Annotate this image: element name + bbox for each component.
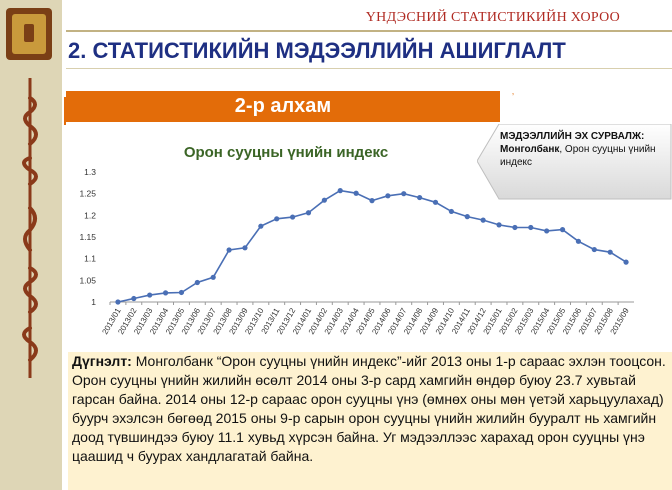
data-point	[131, 296, 136, 301]
org-name: ҮНДЭСНИЙ СТАТИСТИКИЙН ХОРОО	[365, 10, 620, 25]
data-point	[179, 290, 184, 295]
x-tick-label: 2015/05	[545, 306, 568, 337]
step-mark: ‚	[512, 86, 514, 96]
x-tick-label: 2015/03	[513, 306, 536, 337]
x-tick-label: 2014/06	[370, 306, 393, 337]
data-point	[322, 198, 327, 203]
x-tick-label: 2014/07	[386, 306, 409, 337]
x-tick-label: 2013/03	[132, 306, 155, 337]
data-point	[290, 214, 295, 219]
data-point	[512, 225, 517, 230]
data-point	[449, 209, 454, 214]
y-tick-label: 1.15	[79, 232, 96, 242]
y-tick-label: 1.25	[79, 188, 96, 199]
data-point	[385, 193, 390, 198]
data-point	[195, 280, 200, 285]
x-tick-label: 2013/09	[227, 306, 250, 337]
series-line	[118, 191, 626, 302]
x-tick-label: 2014/05	[354, 306, 377, 337]
x-tick-label: 2014/08	[402, 306, 425, 337]
x-tick-label: 2014/09	[417, 306, 441, 337]
step-banner: 2-р алхам	[66, 91, 500, 122]
data-point	[226, 247, 231, 252]
data-point	[163, 290, 168, 295]
x-tick-label: 2014/03	[322, 306, 345, 337]
x-tick-label: 2013/02	[116, 306, 139, 337]
data-point	[528, 225, 533, 230]
data-point	[417, 195, 422, 200]
x-tick-label: 2013/08	[211, 306, 234, 337]
x-tick-label: 2013/01	[100, 306, 123, 337]
data-point	[354, 191, 359, 196]
y-tick-label: 1.05	[79, 275, 96, 286]
source-note	[500, 130, 666, 169]
x-tick-label: 2014/02	[306, 306, 330, 337]
x-tick-label: 2015/01	[481, 306, 504, 337]
data-point	[211, 275, 216, 280]
data-point	[496, 222, 501, 227]
data-point	[401, 191, 406, 196]
x-tick-label: 2014/10	[433, 306, 457, 337]
x-tick-label: 2013/05	[163, 306, 187, 337]
source-value: , Орон сууцны үнийн индекс	[500, 144, 656, 168]
x-tick-label: 2014/04	[338, 306, 361, 337]
conclusion-paragraph	[68, 352, 672, 466]
data-point	[623, 260, 628, 265]
data-point	[481, 218, 486, 223]
x-axis	[100, 302, 631, 336]
x-tick-label: 2015/04	[529, 306, 552, 337]
y-tick-label: 1.1	[84, 253, 96, 264]
x-tick-label: 2014/01	[290, 306, 314, 337]
conclusion-label: Дүгнэлт:	[72, 353, 132, 369]
data-point	[544, 228, 549, 233]
data-points	[115, 188, 628, 305]
y-tick-label: 1.3	[84, 167, 96, 177]
data-point	[338, 188, 343, 193]
mongolian-script-icon	[14, 78, 46, 378]
y-tick-label: 1.2	[84, 210, 96, 221]
title-divider	[66, 30, 672, 32]
x-tick-label: 2015/09	[608, 306, 631, 337]
x-tick-label: 2015/02	[497, 306, 520, 337]
source-value-bold: Монголбанк	[500, 144, 560, 155]
data-point	[258, 224, 263, 229]
y-axis	[79, 167, 96, 307]
chart-title: Орон сууцны үнийн индекс	[183, 144, 389, 161]
data-point	[369, 198, 374, 203]
data-point	[608, 250, 613, 255]
x-tick-label: 2013/07	[195, 306, 218, 337]
x-tick-label: 2014/12	[465, 306, 488, 337]
data-point	[306, 210, 311, 215]
sidebar	[0, 0, 62, 490]
x-tick-label: 2013/06	[179, 306, 203, 337]
x-tick-label: 2013/11	[259, 306, 282, 336]
data-point	[433, 200, 438, 205]
y-tick-label: 1	[91, 297, 96, 307]
title-divider-bottom	[66, 68, 672, 69]
data-point	[274, 216, 279, 221]
x-tick-label: 2014/11	[450, 306, 473, 336]
x-tick-label: 2013/04	[148, 306, 171, 337]
conclusion-box	[68, 352, 672, 490]
data-point	[242, 245, 247, 250]
data-point	[576, 239, 581, 244]
x-tick-label: 2015/07	[576, 306, 600, 337]
x-tick-label: 2013/10	[243, 306, 266, 337]
x-tick-label: 2015/06	[560, 306, 584, 337]
data-point	[465, 214, 470, 219]
data-point	[592, 247, 597, 252]
mongolian-emblem-icon	[6, 8, 52, 60]
data-point	[147, 292, 152, 297]
page-title: 2. СТАТИСТИКИЙН МЭДЭЭЛЛИЙН АШИГЛАЛТ	[68, 38, 566, 63]
source-label: МЭДЭЭЛЛИЙН ЭХ СУРВАЛЖ:	[500, 131, 645, 142]
conclusion-text: Монголбанк “Орон сууцны үнийн индекс”-ийг 2013 оны 1-р сараас эхлэн тооцсон. Орон сууцны үнийн жилийн өсөлт 2014 оны 3-р сард хамгийн өндөр буюу 23.7 хувьтай гарсан байна. 2014 оны 12-р сараас орон сууцны үнэ (өмнөх оны мөн үетэй харьцуулахад) буурч эхэлсэн бөгөөд 2015 оны 9-р сарын орон сууцны үнийн жилийн бууралт нь хамгийн доод түвшиндээ буюу 11.1 хувьд хүрсэн байна. Уг мэдээллээс харахад орон сууцны үнэ цаашид ч буурах хандлагатай байна.	[72, 353, 666, 464]
x-tick-label: 2013/12	[275, 306, 298, 337]
data-point	[560, 227, 565, 232]
x-tick-label: 2015/08	[592, 306, 615, 337]
data-point	[115, 299, 120, 304]
